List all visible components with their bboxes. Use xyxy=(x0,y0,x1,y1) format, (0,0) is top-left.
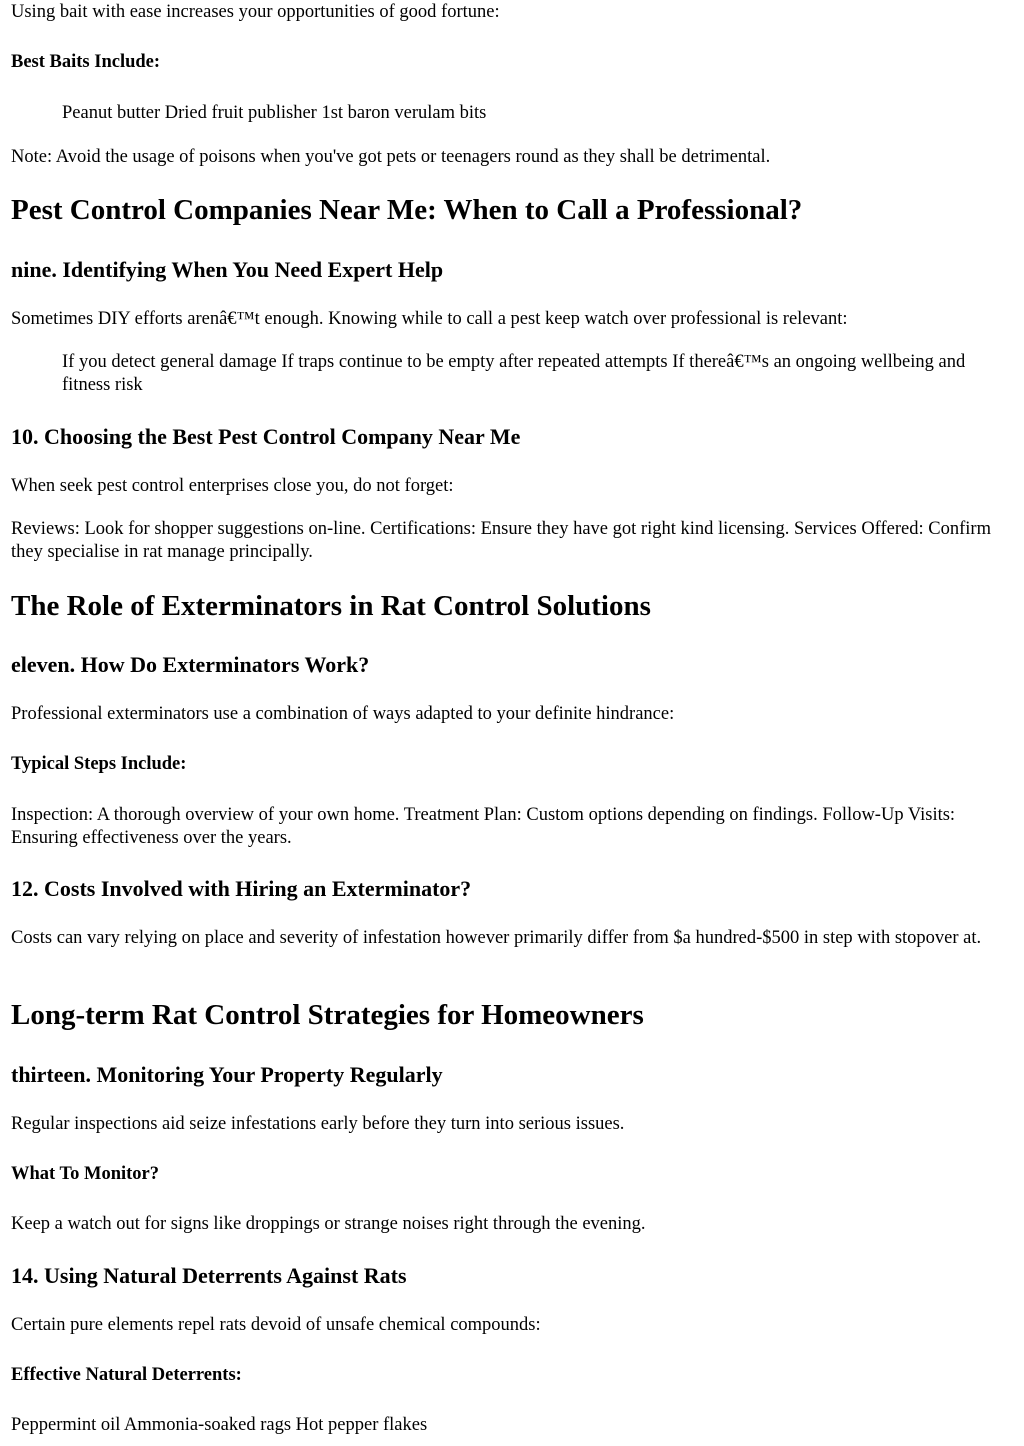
inspection-paragraph: Inspection: A thorough overview of your own home. Treatment Plan: Custom options depending on findings. Follow-Up Visits: Ensuring effectiveness over the years. xyxy=(11,805,956,848)
diy-paragraph: Sometimes DIY efforts arenâ€™t enough. Knowing while to call a pest keep watch over professional is relevant: xyxy=(11,309,848,329)
best-baits-heading: Best Baits Include: xyxy=(11,52,161,72)
section-heading-exterminators: The Role of Exterminators in Rat Control Solutions xyxy=(11,590,651,622)
peppermint-paragraph: Peppermint oil Ammonia-soaked rags Hot pepper flakes xyxy=(11,1415,428,1435)
regular-inspections-paragraph: Regular inspections aid seize infestations early before they turn into serious issues. xyxy=(11,1114,625,1134)
what-to-monitor-heading: What To Monitor? xyxy=(11,1164,160,1184)
certain-elements-paragraph: Certain pure elements repel rats devoid of unsafe chemical compounds: xyxy=(11,1315,541,1335)
heading-how-exterminators-work: eleven. How Do Exterminators Work? xyxy=(11,652,370,677)
seek-paragraph: When seek pest control enterprises close you, do not forget: xyxy=(11,476,454,496)
costs-paragraph: Costs can vary relying on place and severity of infestation however primarily differ from $a hundred-$500 in step with stopover at. xyxy=(11,928,982,948)
heading-natural-deterrents: 14. Using Natural Deterrents Against Rats xyxy=(11,1263,407,1288)
natural-deterrents-heading: Effective Natural Deterrents: xyxy=(11,1365,242,1385)
heading-choosing-company: 10. Choosing the Best Pest Control Company Near Me xyxy=(11,424,521,449)
watch-paragraph: Keep a watch out for signs like droppings or strange noises right through the evening. xyxy=(11,1214,646,1234)
heading-costs: 12. Costs Involved with Hiring an Exterminator? xyxy=(11,876,472,901)
section-heading-pest-companies: Pest Control Companies Near Me: When to Call a Professional? xyxy=(11,194,803,226)
best-baits-list: Peanut butter Dried fruit publisher 1st baron verulam bits xyxy=(62,103,487,123)
section-heading-longterm: Long-term Rat Control Strategies for Homeowners xyxy=(11,999,644,1031)
poison-note-paragraph: Note: Avoid the usage of poisons when you've got pets or teenagers round as they shall be detrimental. xyxy=(11,147,771,167)
professional-paragraph: Professional exterminators use a combination of ways adapted to your definite hindrance: xyxy=(11,704,675,724)
detect-damage-list: If you detect general damage If traps continue to be empty after repeated attempts If thereâ€™s an ongoing wellbeing and fitness risk xyxy=(62,352,966,395)
typical-steps-heading: Typical Steps Include: xyxy=(11,754,187,774)
heading-identifying-help: nine. Identifying When You Need Expert Help xyxy=(11,257,444,282)
bait-intro-paragraph: Using bait with ease increases your opportunities of good fortune: xyxy=(11,2,500,22)
reviews-paragraph: Reviews: Look for shopper suggestions on-line. Certifications: Ensure they have got right kind licensing. Services Offered: Confirm they specialise in rat manage principally. xyxy=(11,519,991,562)
heading-monitoring: thirteen. Monitoring Your Property Regularly xyxy=(11,1062,443,1087)
